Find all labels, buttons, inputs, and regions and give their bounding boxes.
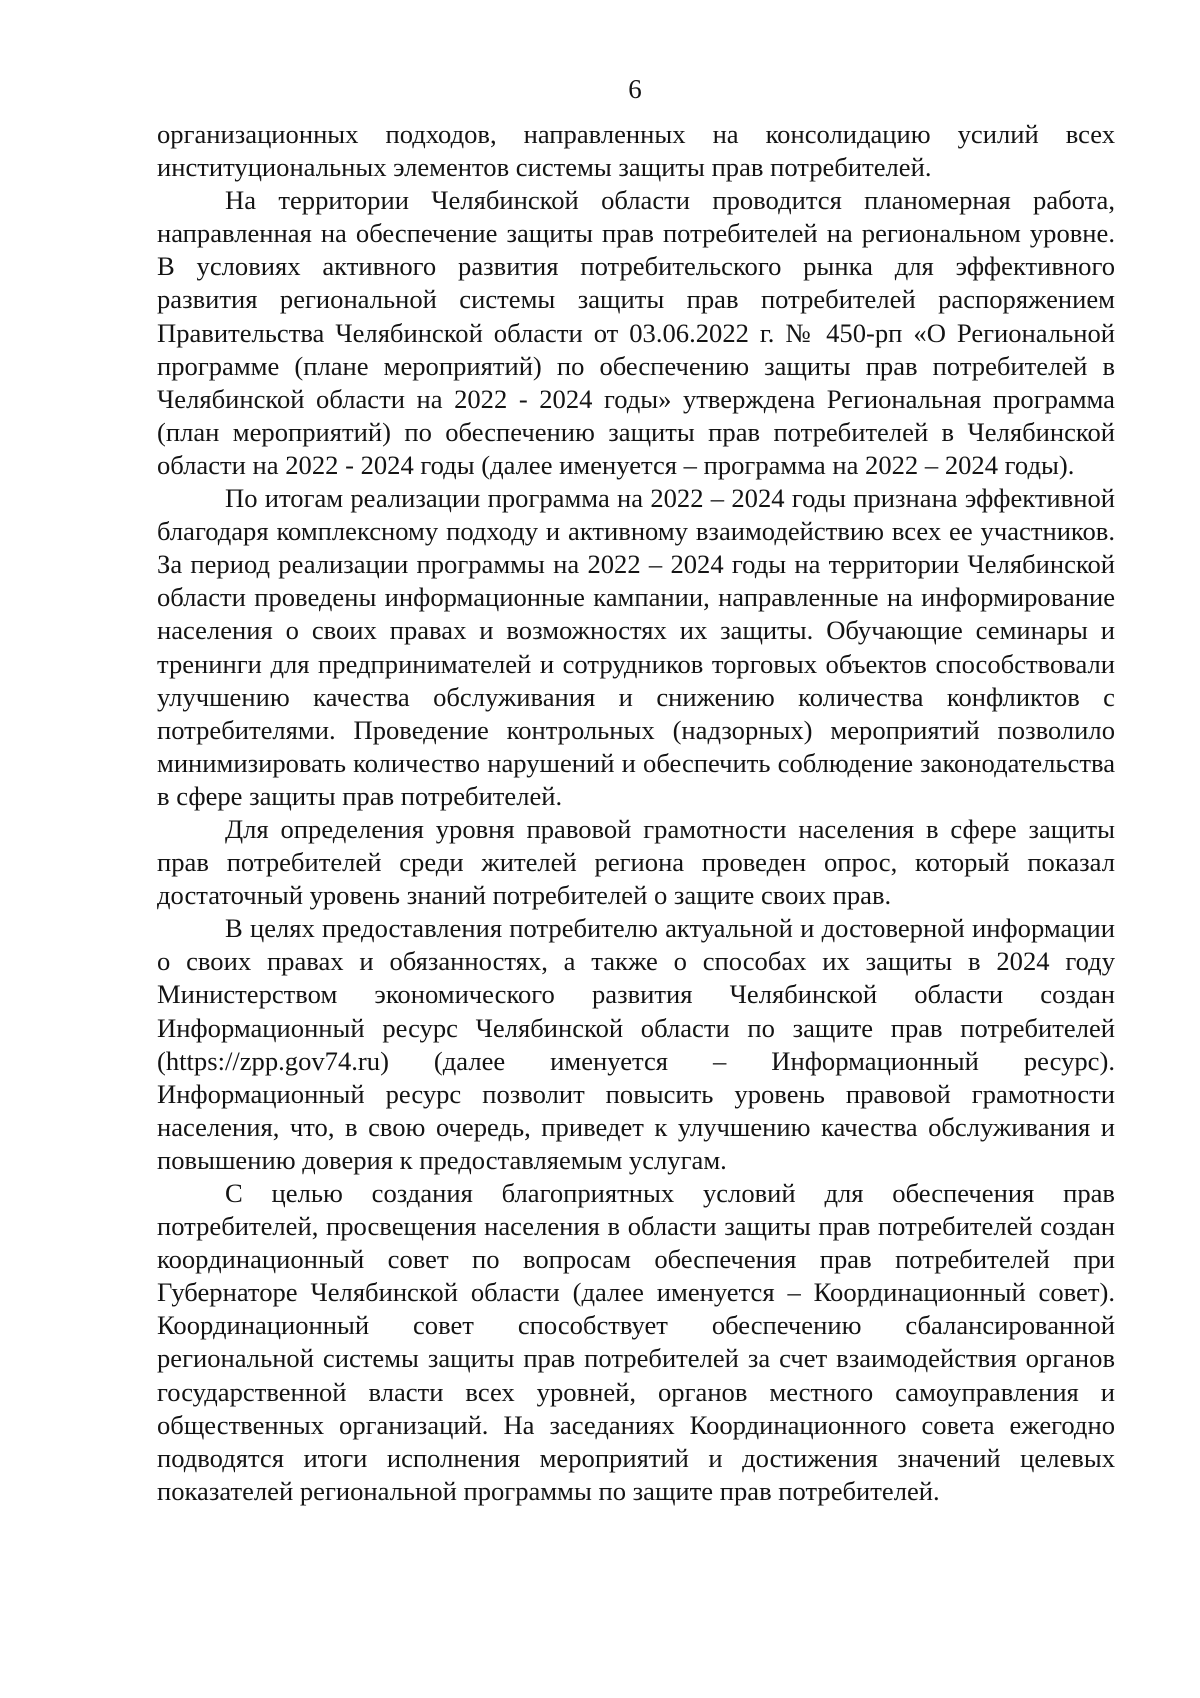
paragraph-legal-literacy-survey: Для определения уровня правовой грамотности населения в сфере защиты прав потребителей среди жителей региона проведен опрос, который показал достаточный уровень знаний потребителей о защите своих прав. <box>157 813 1115 911</box>
paragraph-regional-work: На территории Челябинской области проводится планомерная работа, направленная на обеспечение защиты прав потребителей на региональном уровне. В условиях активного развития потребительского рынка для эффективного развития региональной системы защиты прав потребителей распоряжением Правительства Челябинской области от 03.06.2022 г. № 450-рп «О Региональной программе (плане мероприятий) по обеспечению защиты прав потребителей в Челябинской области на 2022 - 2024 годы» утверждена Региональная программа (план мероприятий) по обеспечению защиты прав потребителей в Челябинской области на 2022 - 2024 годы (далее именуется – программа на 2022 – 2024 годы). <box>157 185 1115 480</box>
paragraph-coordination-council: С целью создания благоприятных условий для обеспечения прав потребителей, просвещения населения в области защиты прав потребителей создан координационный совет по вопросам обеспечения прав потребителей при Губернаторе Челябинской области (далее именуется – Координационный совет). Координационный совет способствует обеспечению сбалансированной региональной системы защиты прав потребителей за счет взаимодействия органов государственной власти всех уровней, органов местного самоуправления и общественных организаций. На заседаниях Координационного совета ежегодно подводятся итоги исполнения мероприятий и достижения значений целевых показателей региональной программы по защите прав потребителей. <box>157 1178 1115 1506</box>
paragraph-continuation: организационных подходов, направленных на консолидацию усилий всех институциональных элементов системы защиты прав потребителей. <box>157 119 1115 183</box>
paragraph-information-resource: В целях предоставления потребителю актуальной и достоверной информации о своих правах и обязанностях, а также о способах их защиты в 2024 году Министерством экономического развития Челябинской области создан Информационный ресурс Челябинской области по защите прав потребителей (https://zpp.gov74.ru) (далее именуется – Информационный ресурс). Информационный ресурс позволит повысить уровень правовой грамотности населения, что, в свою очередь, приведет к улучшению качества обслуживания и повышению доверия к предоставляемым услугам. <box>157 913 1115 1175</box>
document-body <box>157 118 1115 1508</box>
paragraph-program-results: По итогам реализации программа на 2022 – 2024 годы признана эффективной благодаря комплексному подходу и активному взаимодействию всех ее участников. За период реализации программы на 2022 – 2024 годы на территории Челябинской области проведены информационные кампании, направленные на информирование населения о своих правах и возможностях их защиты. Обучающие семинары и тренинги для предпринимателей и сотрудников торговых объектов способствовали улучшению качества обслуживания и снижению количества конфликтов с потребителями. Проведение контрольных (надзорных) мероприятий позволило минимизировать количество нарушений и обеспечить соблюдение законодательства в сфере защиты прав потребителей. <box>157 483 1115 811</box>
page-number: 6 <box>628 74 642 104</box>
